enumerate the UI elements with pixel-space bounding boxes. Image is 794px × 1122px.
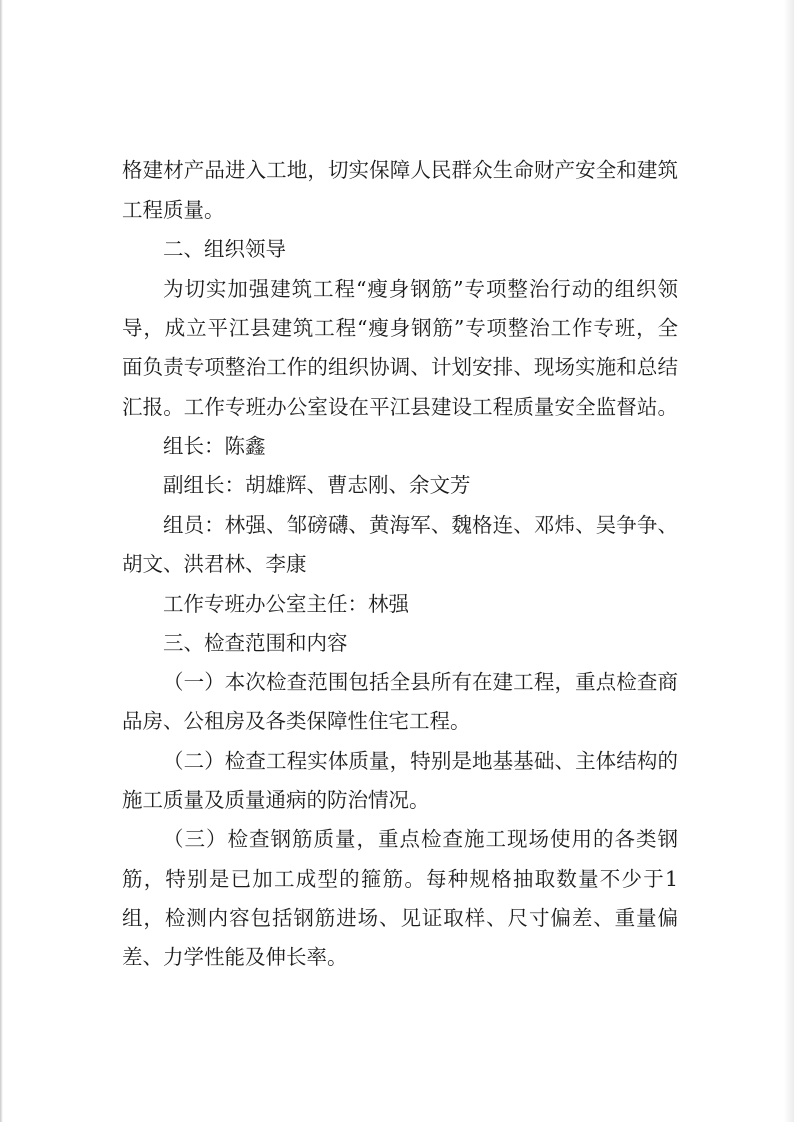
scope-item3-line-4: 差、力学性能及伸长率。: [122, 945, 348, 969]
organization-paragraph-line-2: 导，成立平江县建筑工程“瘦身钢筋”专项整治工作专班，全: [122, 316, 678, 340]
scope-item3-line-1: （三）检查钢筋质量，重点检查施工现场使用的各类钢: [163, 827, 678, 851]
team-deputy-leaders: 副组长：胡雄辉、曹志刚、余文芳: [163, 473, 471, 497]
team-leader: 组长：陈鑫: [163, 434, 266, 458]
team-members-line-1: 组员：林强、邹磅礴、黄海军、魏格连、邓炜、吴争争、: [163, 513, 678, 537]
continuation-line-1: 格建材产品进入工地，切实保障人民群众生命财产安全和建筑: [122, 158, 678, 182]
scope-item3-line-2: 筋，特别是已加工成型的箍筋。每种规格抽取数量不少于1: [122, 867, 678, 891]
scope-item2-line-1: （二）检查工程实体质量，特别是地基基础、主体结构的: [163, 749, 678, 773]
office-director: 工作专班办公室主任：林强: [163, 592, 409, 616]
scope-item1-line-1: （一）本次检查范围包括全县所有在建工程，重点检查商: [163, 670, 678, 694]
continuation-line-2: 工程质量。: [122, 198, 225, 222]
team-members-line-2: 胡文、洪君林、李康: [122, 552, 307, 576]
organization-paragraph-line-3: 面负责专项整治工作的组织协调、计划安排、现场实施和总结: [122, 355, 678, 379]
scope-item2-line-2: 施工质量及质量通病的防治情况。: [122, 788, 430, 812]
organization-paragraph-line-4: 汇报。工作专班办公室设在平江县建设工程质量安全监督站。: [122, 395, 678, 419]
organization-paragraph-line-1: 为切实加强建筑工程“瘦身钢筋”专项整治行动的组织领: [163, 277, 678, 301]
scope-item1-line-2: 品房、公租房及各类保障性住宅工程。: [122, 709, 471, 733]
section-heading-organization: 二、组织领导: [163, 237, 286, 261]
section-heading-scope: 三、检查范围和内容: [163, 631, 348, 655]
scope-item3-line-3: 组，检测内容包括钢筋进场、见证取样、尺寸偏差、重量偏: [122, 906, 678, 930]
